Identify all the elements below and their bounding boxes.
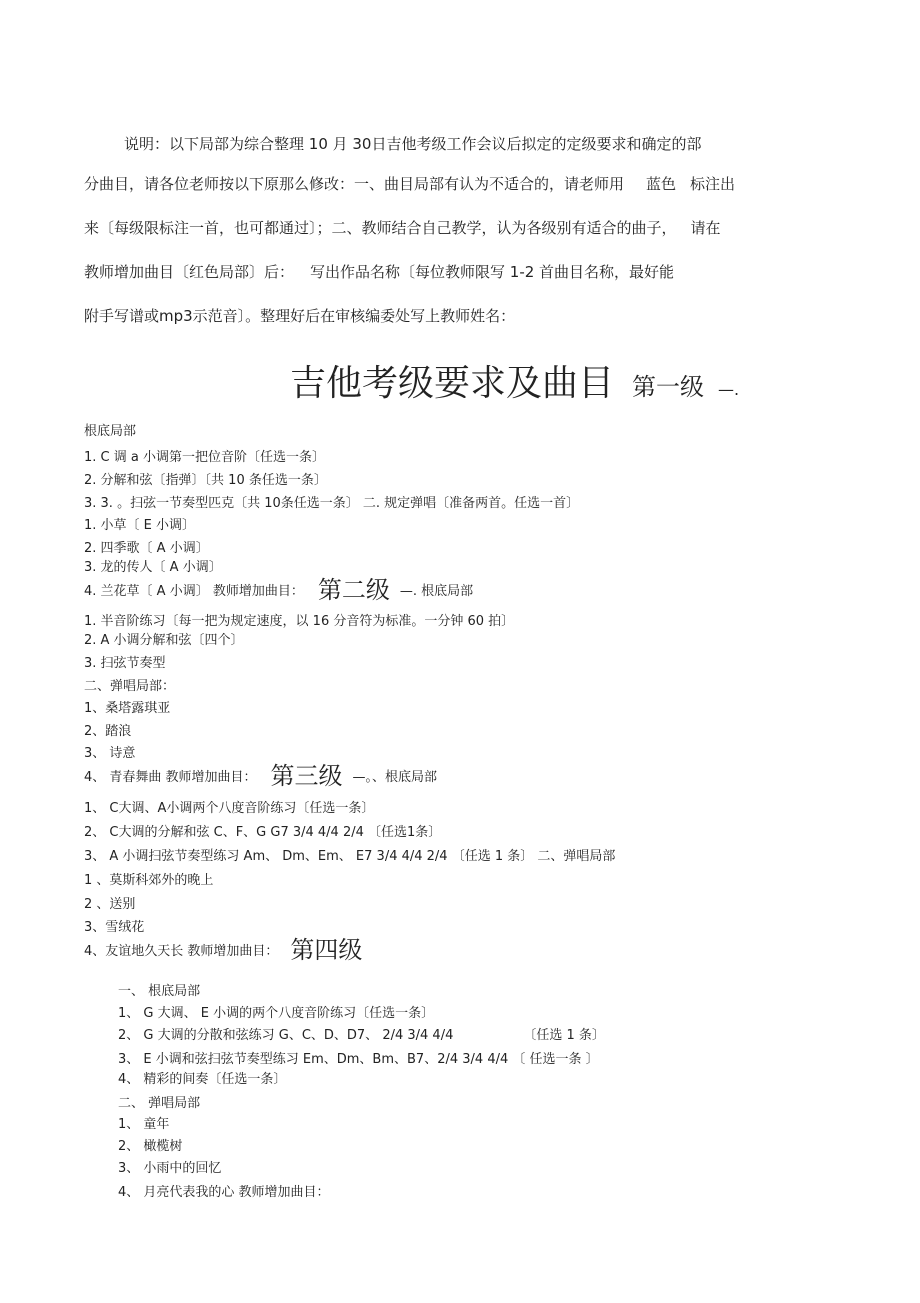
list-item: 2. 分解和弦〔指弹〕〔共 10 条任选一条〕 xyxy=(84,473,327,488)
level-2-heading: 第二级 xyxy=(317,576,390,604)
title-main: 吉他考级要求及曲目 xyxy=(290,363,615,404)
level-3-basic-heading: —。、根底局部 xyxy=(352,770,438,785)
list-item-tail: 〔任选 1 条〕 xyxy=(523,1028,605,1043)
intro-line-4-tail: 写出作品名称〔每位教师限写 1-2 首曲目名称，最好能 xyxy=(310,263,675,281)
intro-line-3-text: 来〔每级限标注一首，也可都通过〕；二、教师结合自己教学，认为各级别有适合的曲子， xyxy=(84,219,677,237)
level-2-last-line xyxy=(84,762,438,790)
level-2-basic-heading: —. 根底局部 xyxy=(399,584,474,599)
list-item: 1、 C大调、A小调两个八度音阶练习〔任选一条〕 xyxy=(84,801,375,816)
intro-line-2 xyxy=(84,174,735,194)
title-dash: —. xyxy=(718,380,740,399)
list-item: 3. 龙的传人〔 A 小调〕 xyxy=(84,560,222,575)
list-item: 3. 扫弦节奏型 xyxy=(84,656,166,671)
list-item: 2 、送别 xyxy=(84,897,136,912)
list-item: 4. 兰花草〔 A 小调〕 教师增加曲目： xyxy=(84,584,304,599)
level-4-basic-heading: 一、 根底局部 xyxy=(118,984,201,999)
level-1-last-line xyxy=(84,576,474,604)
list-item: 4、友谊地久天长 教师增加曲目： xyxy=(84,944,279,959)
intro-line-3 xyxy=(84,218,721,238)
list-item: 3. 3. 。扫弦一节奏型匹克〔共 10条任选一条〕 二. 规定弹唱〔准备两首。任选一首〕 xyxy=(84,496,580,511)
list-item: 2、 C大调的分解和弦 C、F、G G7 3/4 4/4 2/4 〔任选1条〕 xyxy=(84,825,442,840)
list-item: 3、雪绒花 xyxy=(84,920,145,935)
level-3-last-line xyxy=(84,936,372,964)
list-item: 2. A 小调分解和弦〔四个〕 xyxy=(84,633,244,648)
list-item: 4、 青春舞曲 教师增加曲目： xyxy=(84,770,257,785)
list-item-text: 2、 G 大调的分散和弦练习 G、C、D、D7、 2/4 3/4 4/4 xyxy=(118,1028,454,1043)
level-1-heading: 第一级 xyxy=(632,373,705,401)
list-item: 3、 A 小调扫弦节奏型练习 Am、 Dm、Em、 E7 3/4 4/4 2/4 〔任选 1 条〕 二、弹唱局部 xyxy=(84,849,616,864)
level-4-sing-heading: 二、 弹唱局部 xyxy=(118,1096,201,1111)
list-item: 1. 小草〔 E 小调〕 xyxy=(84,518,196,533)
list-item: 2. 四季歌〔 A 小调〕 xyxy=(84,541,209,556)
intro-line-4-text: 教师增加曲目〔红色局部〕后： xyxy=(84,263,295,281)
list-item: 1. 半音阶练习〔每一把为规定速度，以 16 分音符为标准。一分钟 60 拍〕 xyxy=(84,614,515,629)
list-item: 1、 G 大调、 E 小调的两个八度音阶练习〔任选一条〕 xyxy=(118,1006,435,1021)
list-item: 3、 诗意 xyxy=(84,746,136,761)
list-item: 3、 小雨中的回忆 xyxy=(118,1161,222,1176)
list-item: 2、踏浪 xyxy=(84,724,132,739)
list-item: 3、 E 小调和弦扫弦节奏型练习 Em、Dm、Bm、B7、2/4 3/4 4/4 〔 任选一条 〕 xyxy=(118,1052,599,1067)
list-item: 4、 月亮代表我的心 教师增加曲目： xyxy=(118,1185,330,1200)
intro-line-5: 附手写谱或mp3示范音〕。整理好后在审核编委处写上教师姓名： xyxy=(84,307,516,325)
list-item: 1、桑塔露琪亚 xyxy=(84,701,171,716)
intro-line-2-tail: 标注出 xyxy=(690,175,736,193)
list-item xyxy=(118,1028,605,1044)
level-4-heading: 第四级 xyxy=(290,936,363,964)
intro-line-3-tail: 请在 xyxy=(690,219,721,237)
list-item: 1 、莫斯科郊外的晚上 xyxy=(84,873,214,888)
list-item: 1. C 调 a 小调第一把位音阶〔任选一条〕 xyxy=(84,450,325,465)
list-item: 1、 童年 xyxy=(118,1117,170,1132)
document-title xyxy=(290,362,739,412)
intro-line-1: 说明：以下局部为综合整理 10 月 30日吉他考级工作会议后拟定的定级要求和确定的部 xyxy=(124,135,702,153)
list-item: 2、 橄榄树 xyxy=(118,1139,183,1154)
level-3-heading: 第三级 xyxy=(270,762,343,790)
intro-blue-word: 蓝色 xyxy=(646,175,677,193)
intro-line-4 xyxy=(84,262,674,282)
intro-line-2-text: 分曲目，请各位老师按以下原那么修改：一、曲目局部有认为不适合的，请老师用 xyxy=(84,175,625,193)
level-1-basic-heading: 根底局部 xyxy=(84,424,137,439)
level-2-sing-heading: 二、弹唱局部： xyxy=(84,679,176,694)
list-item: 4、 精彩的间奏〔任选一条〕 xyxy=(118,1072,287,1087)
